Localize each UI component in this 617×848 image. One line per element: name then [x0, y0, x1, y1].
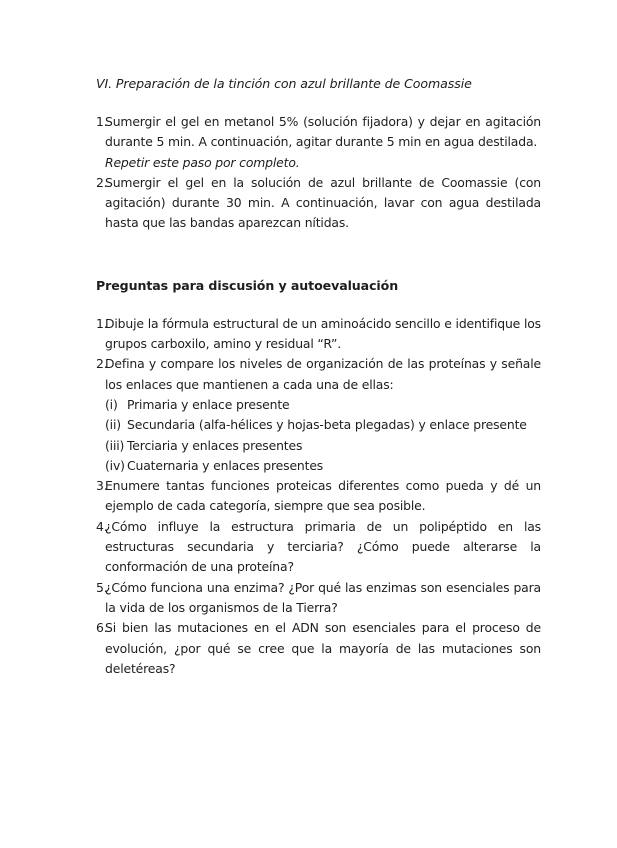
question-item: [96, 517, 541, 578]
question-number: 3.: [96, 478, 108, 494]
question-item: [96, 578, 541, 619]
subitem-text: Terciaria y enlaces presentes: [127, 437, 303, 453]
question-text: Si bien las mutaciones en el ADN son esenciales para el proceso de evolución, ¿por qué se cree que la mayoría de las mutaciones son deletéreas?: [105, 620, 541, 676]
question-subitem: [96, 456, 541, 476]
subitem-number: (i): [105, 396, 118, 412]
step-text: Sumergir el gel en metanol 5% (solución fijadora) y dejar en agitación durante 5 min. A continuación, agitar durante 5 min en agua destilada.: [105, 114, 541, 150]
subitem-text: Primaria y enlace presente: [127, 396, 290, 412]
question-text: Dibuje la fórmula estructural de un aminoácido sencillo e identifique los grupos carboxilo, amino y residual “R”.: [105, 315, 541, 352]
question-item: [96, 314, 541, 355]
question-subitem: [96, 395, 541, 415]
question-number: 5.: [96, 579, 108, 595]
question-text: ¿Cómo influye la estructura primaria de un polipéptido en las estructuras secundaria y terciaria? ¿Cómo puede alterarse la conformación de una proteína?: [105, 518, 541, 575]
subitem-number: (ii): [105, 417, 121, 433]
questions-heading: Preguntas para discusión y autoevaluación: [96, 277, 399, 293]
spacer: [96, 234, 541, 276]
procedure-step: [96, 173, 541, 234]
spacer: [96, 94, 541, 112]
question-item: [96, 618, 541, 679]
question-text: ¿Cómo funciona una enzima? ¿Por qué las enzimas son esenciales para la vida de los organismos de la Tierra?: [105, 579, 541, 615]
subitem-number: (iii): [105, 437, 125, 453]
step-number: 1.: [96, 114, 108, 129]
question-subitem: [96, 436, 541, 456]
subitem-text: Cuaternaria y enlaces presentes: [127, 457, 324, 473]
question-number: 2.: [96, 356, 108, 372]
step-text: Sumergir el gel en la solución de azul brillante de Coomassie (con agitación) durante 30 min. A continuación, lavar con agua destilada hasta que las bandas aparezcan nítidas.: [105, 174, 541, 231]
question-number: 4.: [96, 518, 108, 534]
question-number: 6.: [96, 620, 108, 636]
step-note: Repetir este paso por completo.: [105, 154, 300, 170]
step-number: 2.: [96, 174, 108, 190]
procedure-step: [96, 112, 541, 173]
subitem-text: Secundaria (alfa-hélices y hojas-beta plegadas) y enlace presente: [127, 417, 527, 433]
questions-list: [96, 314, 541, 679]
question-subitem: [96, 415, 541, 435]
procedure-list: [96, 112, 541, 234]
question-item: [96, 476, 541, 517]
subitem-number: (iv): [105, 457, 125, 473]
question-item: [96, 354, 541, 395]
section-heading: VI. Preparación de la tinción con azul brillante de Coomassie: [96, 76, 472, 91]
question-text: Enumere tantas funciones proteicas diferentes como pueda y dé un ejemplo de cada categoría, siempre que sea posible.: [105, 478, 541, 514]
spacer: [96, 296, 541, 314]
question-number: 1.: [96, 315, 108, 331]
question-text: Defina y compare los niveles de organización de las proteínas y señale los enlaces que mantienen a cada una de ellas:: [105, 356, 541, 392]
